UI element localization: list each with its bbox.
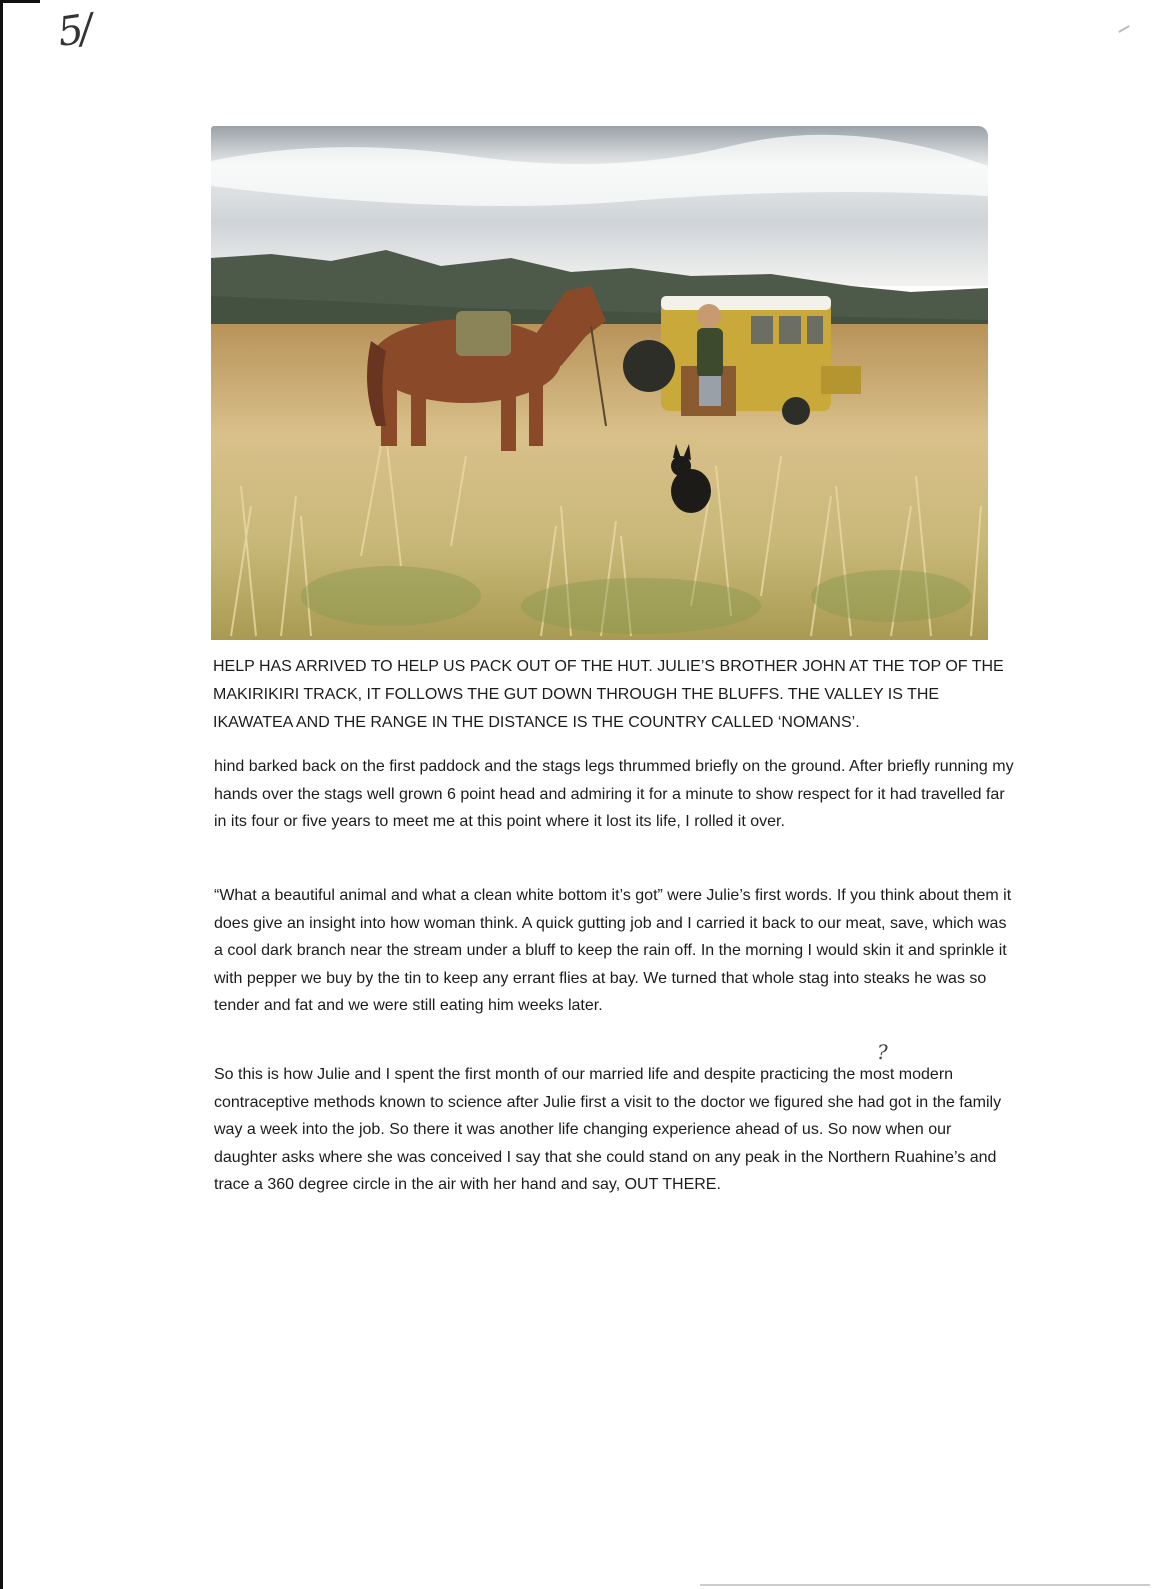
body-paragraph-3: So this is how Julie and I spent the first month of our married life and despite practicing the most modern contraceptive methods known to science after Julie first a visit to the doctor we figured she had got in the family way a week into the job. So there it was another life changing experience ahead of us. So now when our daughter asks where she was conceived I say that she could stand on any peak in the Northern Ruahine’s and trace a 360 degree circle in the air with her hand and say, OUT THERE. [214, 1066, 1002, 1193]
photo-horse-jeep-icon [211, 126, 988, 640]
scan-edge-top [0, 0, 40, 3]
scan-bottom-edge [700, 1584, 1150, 1586]
handwritten-annotation-mark: ? [877, 1040, 888, 1064]
body-paragraph-2: “What a beautiful animal and what a clean white bottom it’s got” were Julie’s first words. If you think about them it does give an insight into how woman think. A quick gutting job and I carried it back to our meat, save, which was a cool dark branch near the stream under a bluff to keep the rain off. In the morning I would skin it and sprinkle it with pepper we buy by the tin to keep any errant flies at bay. We turned that whole stag into steaks he was so tender and fat and we were still eating him weeks later. [214, 887, 1012, 1014]
scan-edge-left [0, 0, 3, 1589]
body-paragraph-1: hind barked back on the first paddock and the stags legs thrummed briefly on the ground. After briefly running my hands over the stags well grown 6 point head and admiring it for a minute to show respect for it had travelled far in its four or five years to meet me at this point where it lost its life, I rolled it over. [214, 758, 1014, 830]
photo-caption: HELP HAS ARRIVED TO HELP US PACK OUT OF THE HUT. JULIE’S BROTHER JOHN AT THE TOP OF THE MAKIRIKIRI TRACK, IT FOLLOWS THE GUT DOWN THROUGH THE BLUFFS. THE VALLEY IS THE IKAWATEA AND THE RANGE IN THE DISTANCE IS THE COUNTRY CALLED ‘NOMANS’. [213, 658, 1004, 731]
handwritten-page-number: 5/ [54, 6, 92, 56]
scan-mark [1118, 25, 1129, 33]
